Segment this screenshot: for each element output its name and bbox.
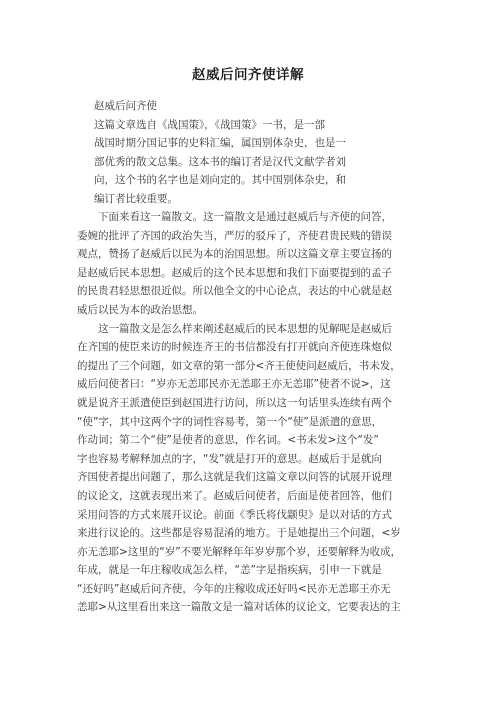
- intro-line: 向，这个书的名字也是刘向定的。其中国别体杂史，和: [94, 174, 346, 187]
- body-line: “还好吗”赵威后问齐使，今年的庄稼收成还好吗<民亦无恙耶王亦无: [77, 582, 391, 595]
- body-line: 年成，就是一年庄稼收成怎么样，“恙”字是指疾病，引申一下就是: [77, 564, 382, 577]
- body-text: [77, 208, 422, 617]
- body-line: 作动词；第二个“使”是使者的意思，作名词。<书未发>这个“发”: [77, 434, 379, 447]
- body-line: 这一篇散文是怎么样来阐述赵威后的民本思想的见解呢是赵威后: [98, 322, 392, 335]
- body-line: 观点，赞扬了赵威后以民为本的治国思想。所以这篇文章主要宣扬的: [77, 248, 392, 261]
- body-line: 的民贵君轻思想很近似。所以他全文的中心论点，表达的中心就是赵: [77, 285, 392, 298]
- body-line: 恙耶>从这里看出来这一篇散文是一篇对话体的议论文，它要表达的主: [77, 601, 401, 614]
- body-line: 齐国使者提出问题了，那么这就是我们这篇文章以问答的试展开说理: [77, 471, 392, 484]
- body-line: 来进行议论的。这些都是容易混淆的地方。于是她提出三个问题，<岁: [77, 527, 401, 540]
- body-line: 在齐国的使臣来访的时候连齐王的书信都没有打开就向齐使连珠炮似: [77, 341, 392, 354]
- body-line: 的提出了三个问题，如文章的第一部分<齐王使使问赵威后，书未发，: [77, 359, 401, 372]
- intro-line: 战国时期分国记事的史料汇编，属国别体杂史，也是一: [94, 137, 346, 150]
- body-line: 威后问使者曰：“岁亦无恙耶民亦无恙耶王亦无恙耶”使者不说>，这: [77, 378, 391, 391]
- body-line: 的议论文，这就表现出来了。赵威后问使者，后面是使者回答，他们: [77, 489, 392, 502]
- intro-block: [94, 97, 394, 209]
- intro-line: 这篇文章选自《战国策》，《战国策》一书，是一部: [94, 118, 325, 131]
- body-line: 威后以民为本的政治思想。: [77, 303, 203, 316]
- intro-line: 编订者比较重要。: [94, 192, 178, 205]
- body-line: “使”字，其中这两个字的词性容易考，第一个“使”是派遣的意思，: [77, 415, 383, 428]
- intro-line: 部优秀的散文总集。这本书的编订者是汉代文献学者刘: [94, 155, 346, 168]
- body-line: 采用问答的方式来展开议论。前面《季氏将伐颛臾》是以对话的方式: [77, 508, 392, 521]
- body-line: 亦无恙耶>这里的“岁”不要光解释年年岁岁那个岁，还要解释为收成，: [77, 545, 402, 558]
- body-line: 是赵威后民本思想。赵威后的这个民本思想和我们下面要提到的孟子: [77, 266, 392, 279]
- body-line: 委婉的批评了齐国的政治失当，严厉的驳斥了，齐使君贵民贱的错误: [77, 229, 392, 242]
- document-title: 赵威后问齐使详解: [192, 67, 304, 83]
- intro-line: 赵威后问齐使: [94, 100, 157, 112]
- body-line: 下面来看这一篇散文。这一篇散文是通过赵威后与齐使的问答，: [98, 211, 392, 223]
- body-line: 字也容易考解释加点的字，“发”就是打开的意思。赵威后于是就向: [77, 452, 382, 465]
- body-line: 就是说齐王派遣使臣到赵国进行访问，所以这一句话里头连续有两个: [77, 396, 392, 409]
